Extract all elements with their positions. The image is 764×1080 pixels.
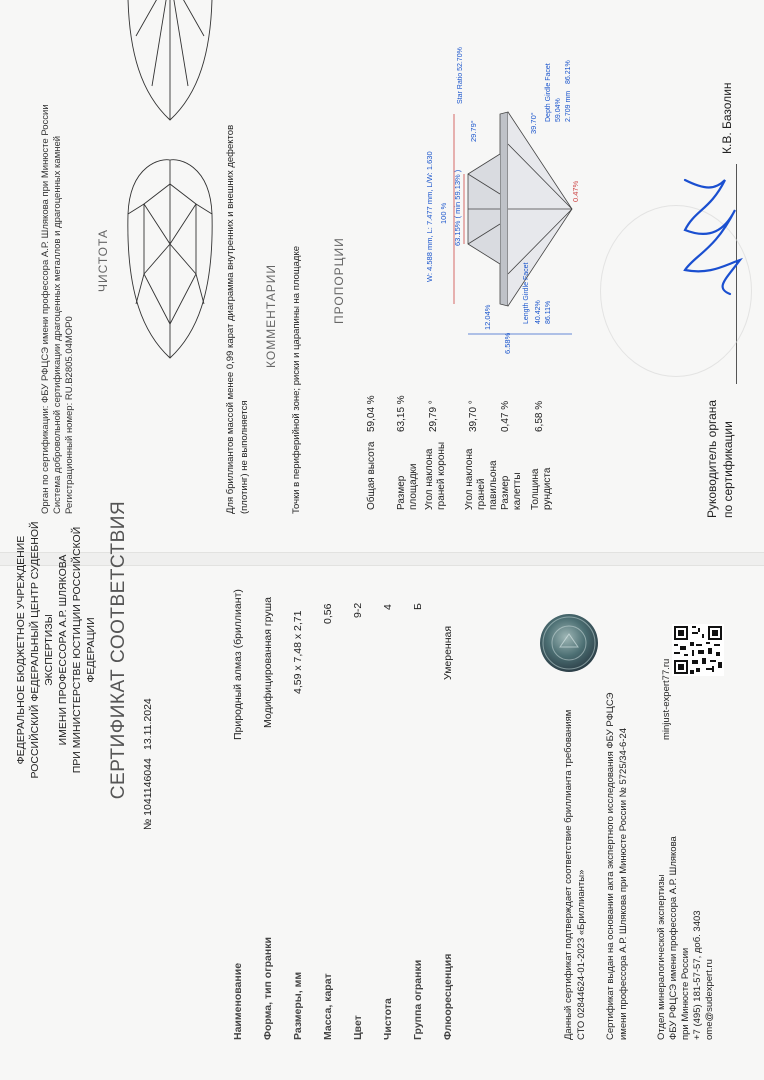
proportion-label-line: рундиста — [542, 467, 553, 510]
diagram-crown-height: 12.04% — [483, 304, 492, 330]
website-link[interactable]: minjust-expert77.ru — [661, 658, 672, 740]
diagram-lower-l1: 40.42% — [535, 300, 542, 324]
qr-code-icon[interactable] — [672, 624, 724, 676]
statement-line: СТО 02844624-01-2023 «Бриллианты» — [576, 869, 587, 1040]
proportion-label-line: граней короны — [436, 441, 447, 510]
pear-bottom-view-icon — [122, 0, 218, 126]
field-value: Б — [412, 603, 424, 610]
proportion-label-line: Размер калетты — [500, 472, 523, 510]
field-row — [382, 570, 412, 1040]
field-row — [232, 570, 262, 1040]
proportion-label — [500, 440, 524, 510]
proportion-value: 29,79 ° — [428, 400, 439, 432]
proportion-label — [464, 440, 500, 510]
field-row — [352, 570, 382, 1040]
field-row — [322, 570, 352, 1040]
field-value: 0,56 — [322, 603, 334, 624]
field-value: 9-2 — [352, 602, 364, 618]
diagram-depth-v3: 86.21% — [565, 60, 572, 84]
signature-title-line: Руководитель органа — [705, 399, 719, 518]
field-row — [442, 570, 472, 1040]
header-line: ПРИ МИНИСТЕРСТВЕ ЮСТИЦИИ РОССИЙСКОЙ ФЕДЕРАЦИИ — [71, 526, 97, 774]
signatory-name: К.В. Базолин — [720, 82, 734, 154]
proportion-label — [396, 440, 420, 510]
clarity-title: ЧИСТОТА — [96, 229, 110, 292]
comments-text: Точки в периферийной зоне; риски и царапины на площадке — [291, 246, 302, 514]
proportion-value: 63,15 % — [396, 395, 407, 432]
field-label: Наименование — [232, 962, 244, 1040]
contact-line: ФБУ РФЦСЭ имени профессора А.Р. Шлякова — [668, 836, 679, 1040]
diagram-dims: W: 4.588 mm, L: 7.477 mm, L/W: 1.630 — [425, 151, 434, 282]
contact-line: при Минюсте России — [680, 947, 691, 1040]
signature-title — [704, 400, 736, 518]
org-line: Регистрационный номер: RU.B2805.04МОР0 — [64, 316, 75, 514]
field-label: Размеры, мм — [292, 971, 304, 1040]
proportion-label-line: граней павильона — [476, 460, 499, 510]
certification-body — [40, 104, 76, 514]
pear-top-view-icon — [122, 154, 218, 364]
field-value: Природный алмаз (бриллиант) — [232, 589, 244, 740]
field-label: Форма, тип огранки — [262, 937, 274, 1040]
certificate-date: 13.11.2024 — [142, 698, 154, 750]
contact-line: +7 (495) 181-57-57, доб. 3403 — [692, 910, 703, 1040]
org-line: Орган по сертификации: ФБУ РФЦСЭ имени профессора А.Р. Шлякова при Минюсте России — [40, 104, 51, 514]
proportion-label-line: Размер площадки — [396, 463, 419, 510]
proportion-value: 0,47 % — [500, 400, 511, 432]
hologram-seal-icon — [540, 614, 598, 672]
contact-block — [656, 836, 716, 1040]
issued-line: Сертификат выдан на основании акта экспертного исследования ФБУ РФЦСЭ — [605, 692, 616, 1040]
contact-line: ome@sudexpert.ru — [704, 959, 715, 1040]
proportion-label-line: Угол наклона — [424, 448, 435, 510]
field-label: Группа огранки — [412, 959, 424, 1040]
diagram-depth-v2: 2.709 mm — [565, 90, 572, 122]
signature-icon — [655, 170, 755, 300]
fields-table — [232, 570, 472, 1040]
field-value: Умеренная — [442, 625, 454, 680]
proportion-label — [366, 440, 378, 510]
certificate-number: № 1041146044 — [142, 758, 154, 830]
diagram-table-100: 100 % — [439, 202, 448, 224]
field-row — [292, 570, 322, 1040]
proportion-value: 59,04 % — [366, 395, 377, 432]
diagram-lower-l2: 86.11% — [545, 300, 552, 324]
field-row — [262, 570, 292, 1040]
proportions-title: ПРОПОРЦИИ — [332, 237, 346, 324]
diagram-lower-label: Length Girdle Facet — [523, 262, 530, 324]
diagram-crown-angle: 29.79° — [469, 120, 478, 142]
issued-basis — [604, 693, 630, 1040]
field-row — [412, 570, 442, 1040]
diagram-pavilion-angle: 39.70° — [529, 112, 538, 134]
diagram-girdle: 6.58% — [503, 332, 512, 354]
field-label: Флюоресценция — [442, 953, 454, 1040]
field-value: Модифицированная груша — [262, 597, 274, 728]
field-label: Цвет — [352, 1015, 364, 1040]
header-line: ИМЕНИ ПРОФЕССОРА А.Р. ШЛЯКОВА — [57, 554, 69, 746]
institution-header — [14, 500, 98, 800]
field-value: 4 — [382, 604, 394, 610]
proportion-label — [530, 440, 554, 510]
proportion-label-line: Толщина — [530, 468, 541, 510]
statement-line: Данный сертификат подтверждает соответствие бриллианта требованиям — [563, 709, 574, 1040]
header-line: РОССИЙСКИЙ ФЕДЕРАЛЬНЫЙ ЦЕНТР СУДЕБНОЙ ЭКСПЕРТИЗЫ — [29, 521, 55, 779]
proportion-label-line: Угол наклона — [464, 448, 475, 510]
certificate-title: СЕРТИФИКАТ СООТВЕТСТВИЯ — [108, 500, 129, 800]
field-value: 4,59 х 7,48 х 2,71 — [292, 610, 304, 694]
header-line: ФЕДЕРАЛЬНОЕ БЮДЖЕТНОЕ УЧРЕЖДЕНИЕ — [15, 535, 27, 765]
note-line: (плотинг) не выполняется — [239, 400, 250, 514]
proportion-value: 39,70 ° — [468, 400, 479, 432]
diagram-star-ratio: Star Ratio 52.70% — [457, 47, 464, 104]
proportion-diagram — [350, 44, 580, 374]
diagram-culet: 0.47% — [571, 180, 580, 202]
diagram-table-pct: 63.15% ( min 59.13% ) — [453, 169, 462, 246]
comments-title: КОММЕНТАРИИ — [264, 263, 278, 368]
note-line: Для бриллиантов массой менее 0,99 карат диаграмма внутренних и внешних дефектов — [225, 124, 236, 514]
org-line: Система добровольной сертификации драгоценных металлов и драгоценных камней — [52, 135, 63, 514]
field-label: Масса, карат — [322, 973, 334, 1040]
diagram-depth-label: Depth Girdle Facet — [545, 63, 552, 122]
contact-line: Отдел минералогической экспертизы — [656, 874, 667, 1040]
compliance-statement — [562, 710, 588, 1040]
issued-line: имени профессора А.Р. Шлякова при Минюсте России № 5725/34-6-24 — [618, 727, 629, 1040]
proportion-label-line: Общая высота — [366, 441, 377, 510]
field-label: Чистота — [382, 998, 394, 1040]
signature-title-line: по сертификации — [721, 421, 735, 518]
proportion-label — [424, 440, 448, 510]
diagram-depth-v1: 59.04% — [555, 98, 562, 122]
proportion-value: 6,58 % — [534, 400, 545, 432]
clarity-note — [224, 125, 252, 514]
